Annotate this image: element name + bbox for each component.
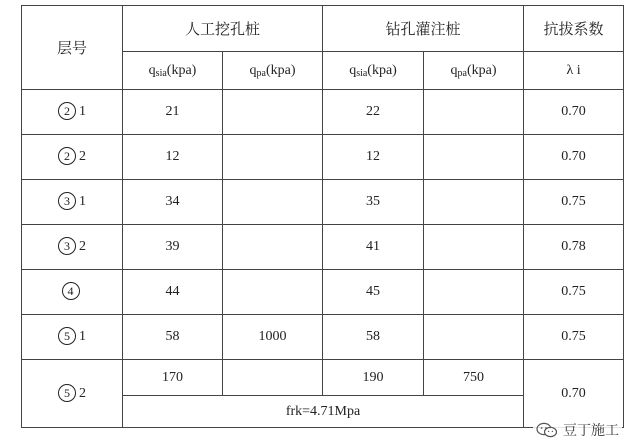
bored-qpa-cell [424,225,524,270]
header-bored-qpa [424,52,524,90]
uplift-cell: 0.78 [524,225,624,270]
header-bored-qsia [323,52,424,90]
table-row-last [22,360,624,396]
manual-qpa-cell: 1000 [223,315,323,360]
manual-qpa-cell [223,180,323,225]
qsia-subscript: sia [155,67,167,79]
table-row [22,225,624,270]
manual-qpa-cell [223,360,323,396]
table-row [22,315,624,360]
manual-qpa-cell [223,270,323,315]
header-manual-qsia [123,52,223,90]
layer-cell [22,90,123,135]
layer-cell [22,270,123,315]
header-layer: 层号 [22,6,123,90]
bored-qsia-cell: 12 [323,135,424,180]
circled-number: 3 [58,192,76,210]
layer-cell [22,135,123,180]
header-row-1 [22,6,624,52]
layer-suffix: 1 [79,329,86,344]
watermark [533,419,622,441]
table-row [22,270,624,315]
manual-qsia-cell: 170 [123,360,223,396]
layer-cell [22,315,123,360]
unit-label: (kpa) [466,62,497,78]
bored-qsia-cell: 190 [323,360,424,396]
bored-qsia-cell: 45 [323,270,424,315]
layer-suffix: 1 [79,104,86,119]
circled-number: 2 [58,102,76,120]
bored-qpa-cell [424,180,524,225]
circled-number: 2 [58,147,76,165]
manual-qpa-cell [223,225,323,270]
layer-cell [22,180,123,225]
header-uplift: 抗拔系数 [524,6,624,52]
bored-qsia-cell: 41 [323,225,424,270]
bored-qpa-cell [424,270,524,315]
unit-label: (kpa) [265,62,296,78]
manual-qsia-cell: 58 [123,315,223,360]
header-manual-pile: 人工挖孔桩 [123,6,323,52]
bored-qpa-cell [424,90,524,135]
bored-qpa-cell: 750 [424,360,524,396]
unit-label: (kpa) [367,62,397,78]
unit-label: (kpa) [166,62,197,78]
manual-qsia-cell: 44 [123,270,223,315]
q-letter: q [249,62,257,78]
uplift-cell: 0.75 [524,270,624,315]
qpa-subscript: pa [256,67,266,79]
bored-qpa-cell [424,135,524,180]
uplift-cell: 0.70 [524,360,624,428]
bored-qsia-cell: 58 [323,315,424,360]
q-letter: q [148,62,156,78]
layer-suffix: 2 [79,149,86,164]
manual-qpa-cell [223,90,323,135]
manual-qpa-cell [223,135,323,180]
manual-qsia-cell: 39 [123,225,223,270]
uplift-cell: 0.75 [524,180,624,225]
qpa-subscript: pa [457,67,467,79]
q-letter: q [450,62,458,78]
layer-suffix: 2 [79,385,86,401]
watermark-text: 豆丁施工 [563,423,619,439]
manual-qsia-cell: 21 [123,90,223,135]
layer-cell [22,360,123,428]
header-uplift-symbol: λ i [524,52,624,90]
header-manual-qpa [223,52,323,90]
uplift-cell: 0.70 [524,90,624,135]
manual-qsia-cell: 12 [123,135,223,180]
frk-cell: frk=4.71Mpa [123,396,524,428]
wechat-icon [536,422,558,438]
table-row [22,90,624,135]
q-letter: q [349,62,357,78]
manual-qsia-cell: 34 [123,180,223,225]
bored-qsia-cell: 35 [323,180,424,225]
circled-number: 3 [58,237,76,255]
layer-suffix: 2 [79,239,86,254]
bored-qsia-cell: 22 [323,90,424,135]
header-bored-pile: 钻孔灌注桩 [323,6,524,52]
circled-number: 5 [58,384,76,402]
uplift-cell: 0.70 [524,135,624,180]
table-row [22,135,624,180]
circled-number: 5 [58,327,76,345]
qsia-subscript: sia [356,67,368,79]
bored-qpa-cell [424,315,524,360]
table-row [22,180,624,225]
soil-parameter-table [21,5,624,428]
layer-suffix: 1 [79,194,86,209]
uplift-cell: 0.75 [524,315,624,360]
circled-number: 4 [62,282,80,300]
layer-cell [22,225,123,270]
